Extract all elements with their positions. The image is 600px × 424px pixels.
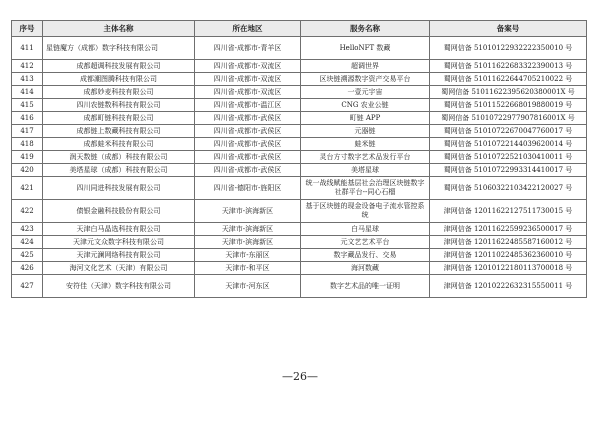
row-serial: 419 [12, 151, 43, 164]
row-service: 海河数藏 [301, 262, 430, 275]
row-service: 蛙米链 [301, 138, 430, 151]
table-row [12, 223, 587, 236]
row-entity: 润天数链（成都）科技有限公司 [43, 151, 195, 164]
row-service: 灵台方寸数字艺术品发行平台 [301, 151, 430, 164]
row-entity: 四川同进科技发展有限公司 [43, 177, 195, 200]
row-service: 一壹元宇宙 [301, 86, 430, 99]
row-filing: 蜀网信备 51010722521030410011 号 [430, 151, 587, 164]
row-filing: 蜀网信备 51010722977907816001X 号 [430, 112, 587, 125]
header-filing: 备案号 [430, 21, 587, 37]
registry-table [11, 20, 587, 298]
row-entity: 成都潮图腾科技有限公司 [43, 73, 195, 86]
row-filing: 蜀网信备 51010722993314410017 号 [430, 164, 587, 177]
row-region: 四川省-德阳市-旌阳区 [195, 177, 301, 200]
row-filing: 津网信备 12011622485587160012 号 [430, 236, 587, 249]
row-entity: 天津元澜网络科技有限公司 [43, 249, 195, 262]
table-row [12, 99, 587, 112]
table-row [12, 262, 587, 275]
row-serial: 425 [12, 249, 43, 262]
row-filing: 蜀网信备 51010122932222350010 号 [430, 37, 587, 60]
row-service: 超调世界 [301, 60, 430, 73]
row-entity: 星链魔方（成都）数字科技有限公司 [43, 37, 195, 60]
row-region: 四川省-成都市-双流区 [195, 73, 301, 86]
row-region: 天津市-滨海新区 [195, 200, 301, 223]
row-region: 天津市-河东区 [195, 275, 301, 298]
row-filing: 津网信备 12010122180113700018 号 [430, 262, 587, 275]
table-row [12, 249, 587, 262]
row-filing: 蜀网信备 51010722670047760017 号 [430, 125, 587, 138]
row-filing: 蜀网信备 51011522668019880019 号 [430, 99, 587, 112]
row-region: 四川省-成都市-武侯区 [195, 112, 301, 125]
row-entity: 安符佳（天津）数字科技有限公司 [43, 275, 195, 298]
table-row [12, 177, 587, 200]
row-serial: 426 [12, 262, 43, 275]
row-service: CNG 农业公链 [301, 99, 430, 112]
table-row [12, 138, 587, 151]
row-entity: 美塔星球（成都）科技有限公司 [43, 164, 195, 177]
table-row [12, 37, 587, 60]
row-entity: 债银金融科技股份有限公司 [43, 200, 195, 223]
page-number: —26— [282, 370, 318, 383]
row-entity: 海河文化艺术（天津）有限公司 [43, 262, 195, 275]
row-service: 白马星球 [301, 223, 430, 236]
row-serial: 414 [12, 86, 43, 99]
row-serial: 417 [12, 125, 43, 138]
row-service: 町链 APP [301, 112, 430, 125]
row-serial: 411 [12, 37, 43, 60]
row-entity: 成都町链科技有限公司 [43, 112, 195, 125]
row-filing: 津网信备 12011022485362360010 号 [430, 249, 587, 262]
table-row [12, 236, 587, 249]
row-serial: 423 [12, 223, 43, 236]
row-region: 四川省-成都市-青羊区 [195, 37, 301, 60]
row-filing: 津网信备 12011622599236500017 号 [430, 223, 587, 236]
table-row [12, 275, 587, 298]
row-entity: 成都超调科技发展有限公司 [43, 60, 195, 73]
row-service: 数字藏品发行、交易 [301, 249, 430, 262]
row-region: 四川省-成都市-武侯区 [195, 164, 301, 177]
table-header-row [12, 21, 587, 37]
row-service: 元器链 [301, 125, 430, 138]
header-entity: 主体名称 [43, 21, 195, 37]
row-filing: 蜀网信备 51010722144039620014 号 [430, 138, 587, 151]
table-row [12, 86, 587, 99]
table-row [12, 151, 587, 164]
row-service: 美塔星球 [301, 164, 430, 177]
row-serial: 415 [12, 99, 43, 112]
row-region: 天津市-和平区 [195, 262, 301, 275]
header-region: 所在地区 [195, 21, 301, 37]
row-serial: 422 [12, 200, 43, 223]
row-service: 区块链溯源数字资产交易平台 [301, 73, 430, 86]
table-row [12, 112, 587, 125]
row-region: 四川省-成都市-温江区 [195, 99, 301, 112]
row-serial: 418 [12, 138, 43, 151]
table-row [12, 73, 587, 86]
row-entity: 天津元文众数字科技有限公司 [43, 236, 195, 249]
row-region: 天津市-滨海新区 [195, 236, 301, 249]
row-region: 四川省-成都市-双流区 [195, 60, 301, 73]
row-serial: 427 [12, 275, 43, 298]
row-region: 四川省-成都市-武侯区 [195, 125, 301, 138]
row-entity: 天津白马晶选科技有限公司 [43, 223, 195, 236]
row-region: 四川省-成都市-武侯区 [195, 138, 301, 151]
row-entity: 成都妙麦科技有限公司 [43, 86, 195, 99]
row-filing: 蜀网信备 51011622644705210022 号 [430, 73, 587, 86]
table-row [12, 164, 587, 177]
row-filing: 蜀网信备 51011622395620380001X 号 [430, 86, 587, 99]
row-region: 四川省-成都市-武侯区 [195, 151, 301, 164]
row-service: 数字艺术品的唯一证明 [301, 275, 430, 298]
row-entity: 四川农链数科科技有限公司 [43, 99, 195, 112]
row-serial: 413 [12, 73, 43, 86]
row-region: 天津市-东丽区 [195, 249, 301, 262]
row-serial: 424 [12, 236, 43, 249]
table-row [12, 60, 587, 73]
row-region: 天津市-滨海新区 [195, 223, 301, 236]
row-entity: 成都蛙米科技有限公司 [43, 138, 195, 151]
header-service: 服务名称 [301, 21, 430, 37]
row-serial: 412 [12, 60, 43, 73]
row-serial: 420 [12, 164, 43, 177]
row-entity: 成都链上数藏科技有限公司 [43, 125, 195, 138]
row-region: 四川省-成都市-双流区 [195, 86, 301, 99]
row-service: 统一战线赋能基层社会治理区块链数字社群平台--同心石榴 [301, 177, 430, 200]
row-filing: 蜀网信备 51060322103422120027 号 [430, 177, 587, 200]
row-serial: 416 [12, 112, 43, 125]
row-service: 元文艺艺术平台 [301, 236, 430, 249]
header-serial: 序号 [12, 21, 43, 37]
row-filing: 蜀网信备 51011622683322390013 号 [430, 60, 587, 73]
row-filing: 津网信备 12010222632315550011 号 [430, 275, 587, 298]
row-service: 基于区块链的现金设备电子流水管控系统 [301, 200, 430, 223]
row-filing: 津网信备 12011622127511730015 号 [430, 200, 587, 223]
row-serial: 421 [12, 177, 43, 200]
table-row [12, 125, 587, 138]
table-row [12, 200, 587, 223]
row-service: HelloNFT 数藏 [301, 37, 430, 60]
